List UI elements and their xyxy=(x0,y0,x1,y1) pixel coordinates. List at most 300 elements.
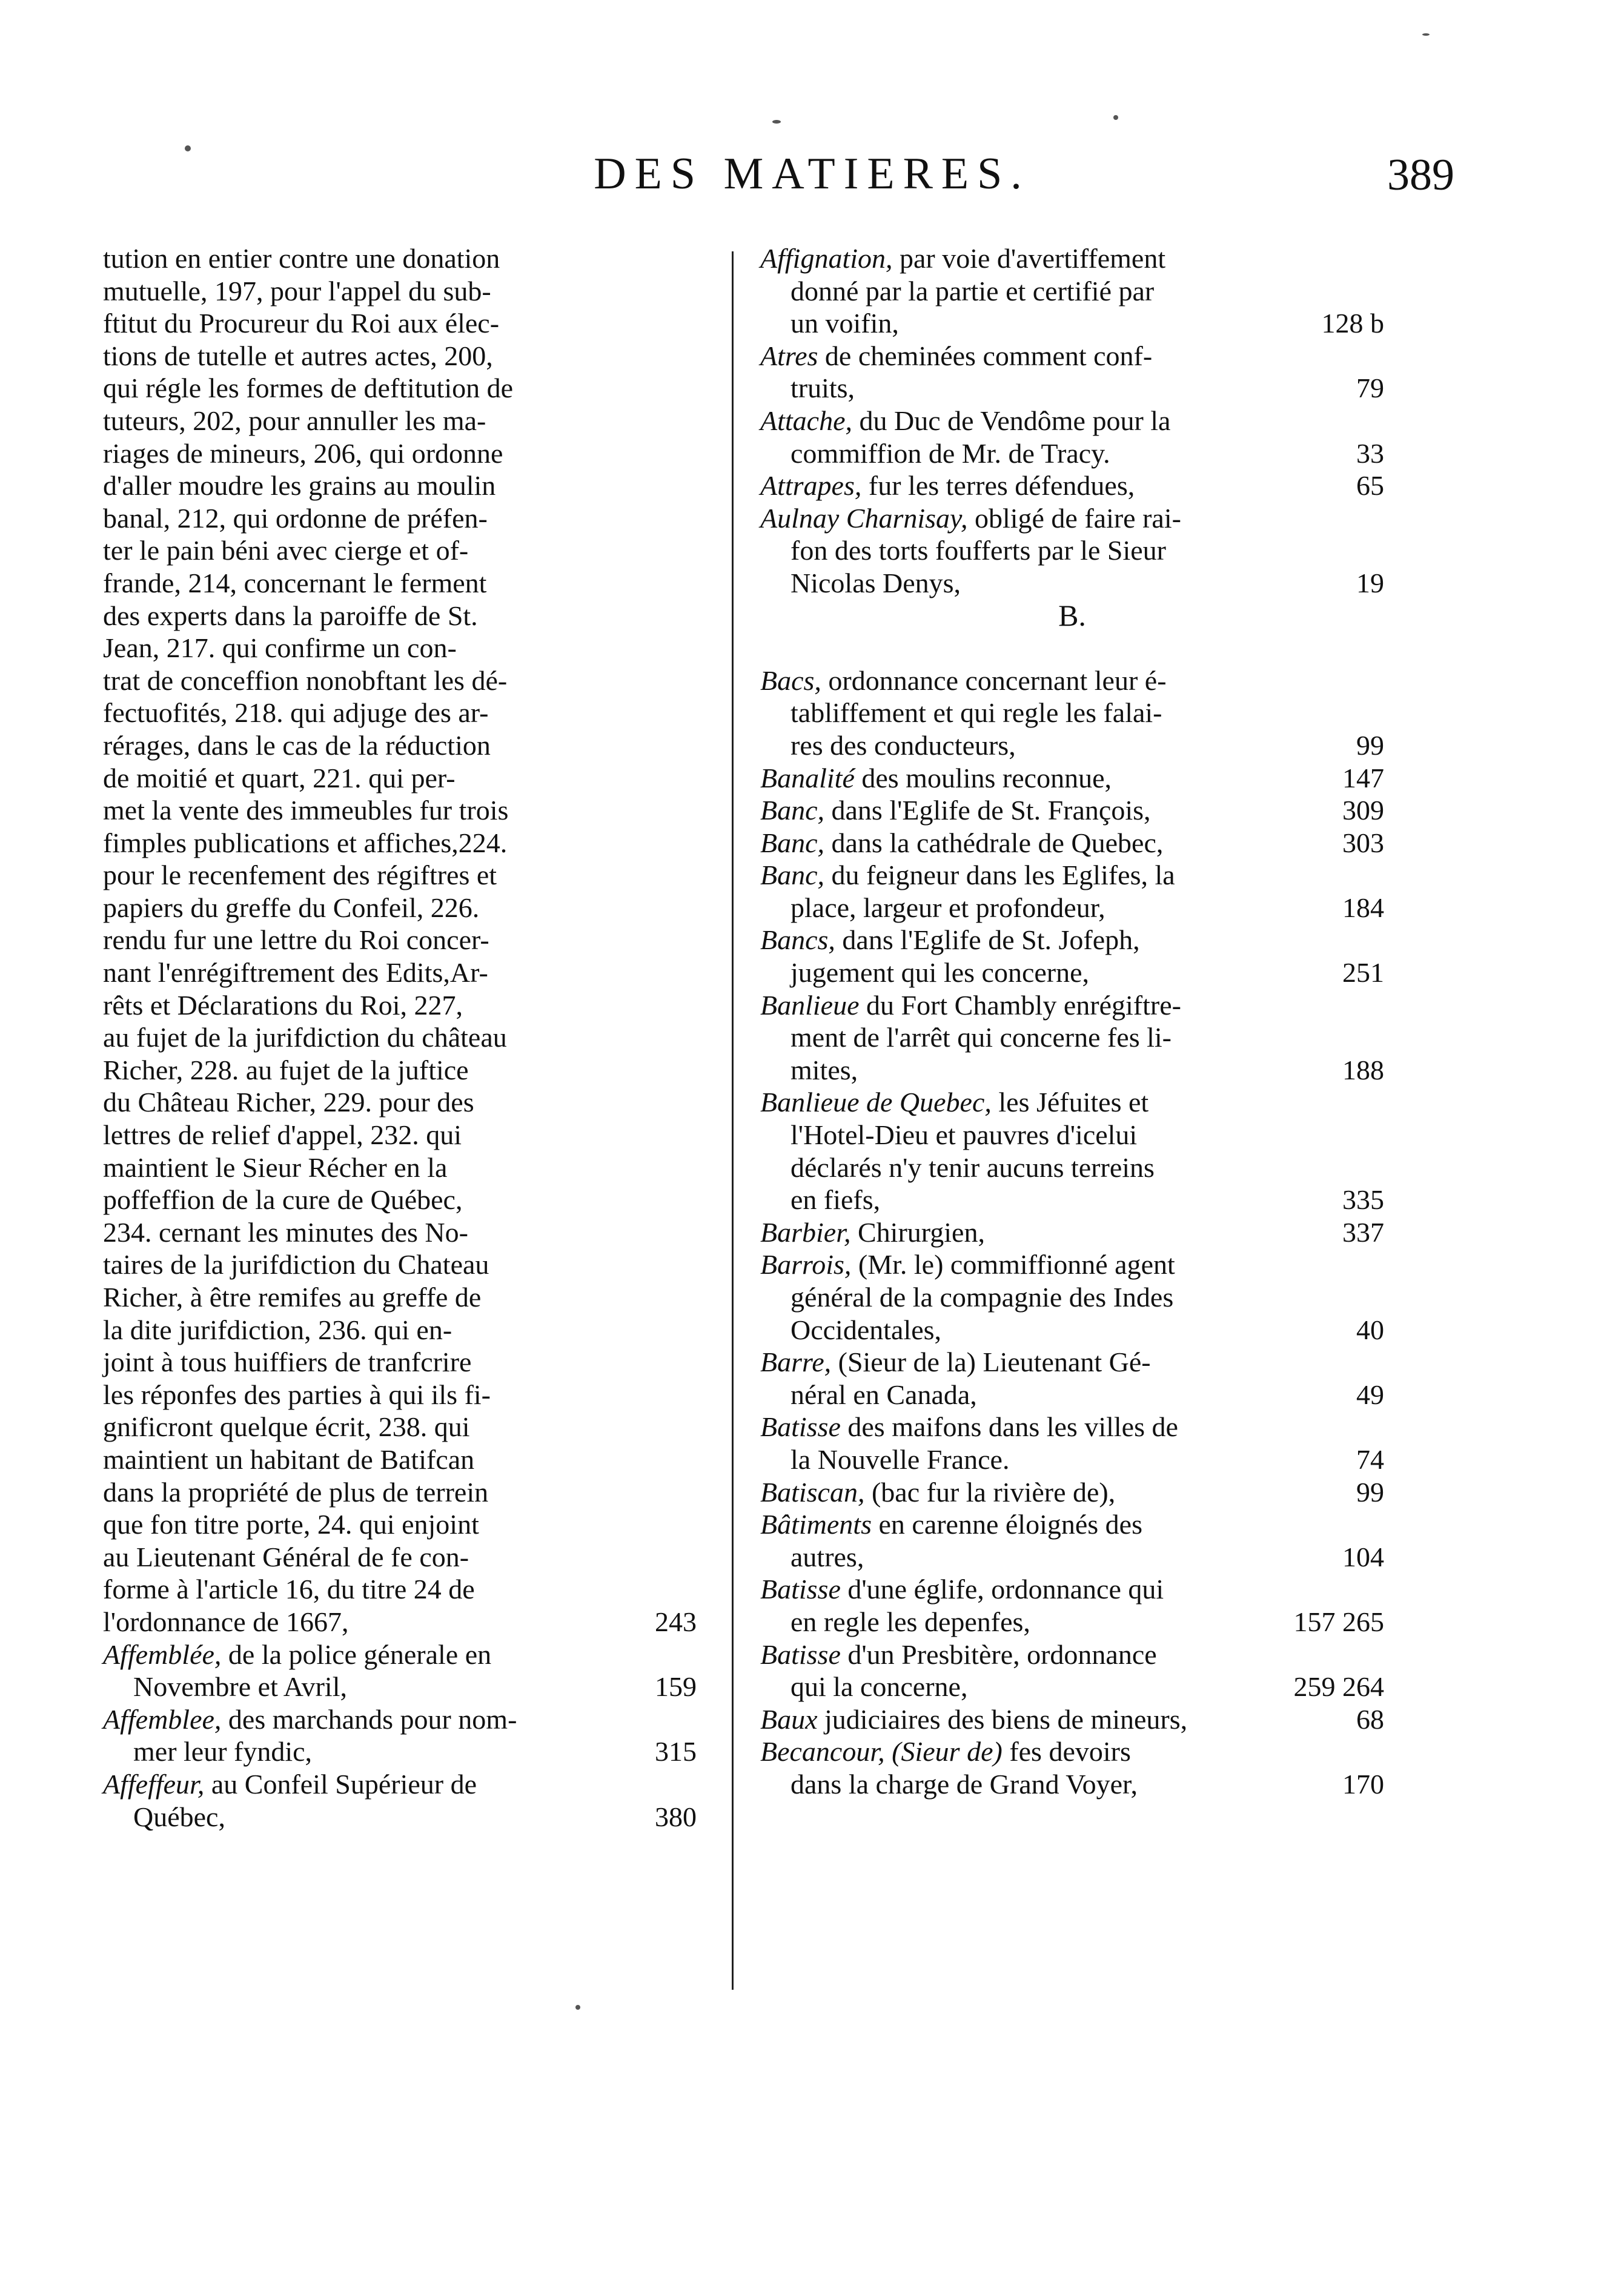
index-line xyxy=(760,242,1384,275)
index-line xyxy=(103,1281,697,1314)
index-line xyxy=(760,469,1384,502)
index-line xyxy=(760,1086,1384,1119)
entry-body: Jean, 217. qui confirme un con- xyxy=(103,632,457,664)
index-line xyxy=(760,827,1384,860)
entry-body: fimples publications et affiches,224. xyxy=(103,827,508,858)
entry-text xyxy=(760,1411,1178,1443)
index-line xyxy=(103,275,697,308)
entry-body: du feigneur dans les Eglifes, la xyxy=(824,860,1175,891)
entry-body: Occidentales, xyxy=(790,1314,942,1345)
entry-body: banal, 212, qui ordonne de préfen- xyxy=(103,502,488,534)
entry-body: judiciaires des biens de mineurs, xyxy=(817,1703,1188,1735)
entry-text xyxy=(103,1768,477,1801)
index-line xyxy=(760,1768,1384,1801)
entry-body: des moulins reconnue, xyxy=(854,762,1112,793)
entry-body: fes devoirs xyxy=(1002,1736,1131,1767)
index-line xyxy=(103,956,697,989)
entry-text xyxy=(103,1606,349,1638)
page-reference: 104 xyxy=(1342,1541,1384,1572)
entry-body: met la vente des immeubles fur trois xyxy=(103,795,509,826)
entry-body: fon des torts foufferts par le Sieur xyxy=(790,535,1166,566)
entry-keyword: Attache, xyxy=(760,405,852,436)
entry-text xyxy=(103,534,468,567)
page-reference: 188 xyxy=(1342,1054,1384,1085)
entry-body: tution en entier contre une donation xyxy=(103,243,500,274)
entry-text xyxy=(103,1443,474,1476)
index-line xyxy=(103,1476,697,1509)
page-reference: 380 xyxy=(655,1801,697,1832)
index-line xyxy=(760,729,1384,762)
entry-body: fectuofités, 218. qui adjuge des ar- xyxy=(103,697,489,729)
entry-body: mutuelle, 197, pour l'appel du sub- xyxy=(103,275,491,306)
entry-keyword: Becancour, (Sieur de) xyxy=(760,1736,1003,1767)
entry-body: des experts dans la paroiffe de St. xyxy=(103,600,478,631)
index-line xyxy=(103,892,697,924)
entry-body: (bac fur la rivière de), xyxy=(864,1476,1116,1508)
entry-keyword: Bacs, xyxy=(760,664,821,696)
index-line xyxy=(103,1346,697,1379)
index-line xyxy=(103,697,697,729)
index-line xyxy=(103,307,697,340)
entry-body: en fiefs, xyxy=(790,1184,881,1216)
entry-body: autres, xyxy=(790,1541,864,1572)
entry-text xyxy=(790,956,1089,989)
index-line xyxy=(103,1314,697,1346)
entry-body: donné par la partie et certifié par xyxy=(790,275,1155,306)
index-line xyxy=(103,1248,697,1281)
scan-speck xyxy=(772,120,781,124)
index-line xyxy=(760,1606,1384,1638)
entry-text xyxy=(760,989,1181,1022)
entry-text xyxy=(790,534,1166,567)
index-line xyxy=(103,1411,697,1443)
entry-text xyxy=(103,567,486,600)
entry-body: qui la concerne, xyxy=(790,1671,968,1703)
entry-body: la Nouvelle France. xyxy=(790,1443,1010,1475)
index-line xyxy=(760,956,1384,989)
entry-text xyxy=(103,1476,488,1509)
index-line xyxy=(760,502,1384,535)
entry-body: joint à tous huiffiers de tranfcrire xyxy=(103,1346,472,1378)
entry-body: d'un Presbitère, ordonnance xyxy=(840,1638,1157,1670)
index-line xyxy=(103,469,697,502)
page-reference: 309 xyxy=(1342,795,1384,826)
entry-text xyxy=(103,632,457,664)
entry-keyword: Batisse xyxy=(760,1411,841,1443)
index-line xyxy=(760,892,1384,924)
entry-text xyxy=(103,892,479,924)
index-line xyxy=(103,600,697,632)
entry-body: ftitut du Procureur du Roi aux élec- xyxy=(103,308,500,339)
entry-text xyxy=(790,567,961,600)
entry-text xyxy=(760,405,1170,437)
index-line xyxy=(760,1379,1384,1411)
letter-heading: B. xyxy=(1058,598,1086,632)
entry-text xyxy=(103,989,463,1022)
index-line xyxy=(103,1541,697,1574)
index-line xyxy=(760,1638,1384,1671)
index-line xyxy=(103,762,697,795)
entry-text xyxy=(103,1248,489,1281)
entry-body: dans l'Eglife de St. François, xyxy=(824,795,1151,826)
entry-text xyxy=(790,1021,1172,1054)
entry-text xyxy=(760,1508,1142,1541)
entry-text xyxy=(103,1086,474,1119)
entry-body: Richer, à être remifes au greffe de xyxy=(103,1282,482,1313)
page-reference: 159 xyxy=(655,1671,697,1703)
entry-keyword: Aulnay Charnisay, xyxy=(760,502,968,534)
entry-body: ordonnance concernant leur é- xyxy=(821,664,1167,696)
blank-line xyxy=(760,632,1384,664)
left-column xyxy=(103,242,697,1833)
entry-body: tabliffement et qui regle les falai- xyxy=(790,697,1162,729)
index-line xyxy=(103,632,697,664)
entry-body: maintient un habitant de Batifcan xyxy=(103,1443,475,1475)
entry-body: frande, 214, concernant le ferment xyxy=(103,567,487,598)
page-header xyxy=(0,148,1624,203)
entry-text xyxy=(103,437,503,470)
entry-body: que fon titre porte, 24. qui enjoint xyxy=(103,1509,479,1540)
index-line xyxy=(760,1248,1384,1281)
entry-keyword: Banlieue xyxy=(760,989,860,1021)
index-line xyxy=(103,859,697,892)
index-line xyxy=(103,1184,697,1216)
entry-keyword: Affemblée, xyxy=(103,1638,222,1670)
entry-body: des maifons dans les villes de xyxy=(840,1411,1178,1443)
entry-text xyxy=(103,1119,462,1151)
index-line xyxy=(760,1735,1384,1768)
entry-text xyxy=(103,1184,462,1216)
index-line xyxy=(103,1573,697,1606)
entry-body: l'ordonnance de 1667, xyxy=(103,1606,349,1637)
entry-text xyxy=(103,405,486,437)
index-line xyxy=(103,1801,697,1833)
entry-text xyxy=(790,1443,1009,1476)
entry-text xyxy=(790,1541,864,1574)
index-line xyxy=(760,1314,1384,1346)
index-line xyxy=(103,924,697,956)
entry-text xyxy=(790,1119,1137,1151)
entry-body: du Fort Chambly enrégiftre- xyxy=(859,989,1181,1021)
entry-keyword: Banalité xyxy=(760,762,855,793)
index-line xyxy=(760,405,1384,437)
entry-body: tuteurs, 202, pour annuller les ma- xyxy=(103,405,486,436)
entry-text xyxy=(790,729,1016,762)
entry-text xyxy=(133,1735,312,1768)
entry-body: d'une églife, ordonnance qui xyxy=(840,1574,1164,1605)
entry-text xyxy=(103,1508,479,1541)
entry-text xyxy=(760,1346,1151,1379)
entry-text xyxy=(103,600,478,632)
entry-keyword: Bancs, xyxy=(760,924,835,956)
entry-text xyxy=(760,762,1112,795)
page-reference: 335 xyxy=(1342,1184,1384,1216)
entry-text xyxy=(103,1703,517,1736)
entry-body: forme à l'article 16, du titre 24 de xyxy=(103,1574,475,1605)
entry-text xyxy=(103,1541,469,1574)
scan-speck xyxy=(575,2005,580,2010)
entry-keyword: Barbier, xyxy=(760,1216,851,1248)
entry-body: rendu fur une lettre du Roi concer- xyxy=(103,924,489,956)
index-line xyxy=(760,1021,1384,1054)
page-reference: 147 xyxy=(1342,762,1384,793)
entry-text xyxy=(103,1411,470,1443)
entry-text xyxy=(103,1281,481,1314)
index-line xyxy=(760,859,1384,892)
page-reference: 243 xyxy=(655,1606,697,1637)
entry-body: au Lieutenant Général de fe con- xyxy=(103,1541,469,1572)
index-line xyxy=(760,340,1384,373)
index-line xyxy=(103,534,697,567)
index-line xyxy=(760,275,1384,308)
entry-body: lettres de relief d'appel, 232. qui xyxy=(103,1119,462,1151)
page-reference: 303 xyxy=(1342,827,1384,858)
index-line xyxy=(760,372,1384,405)
entry-keyword: Atres xyxy=(760,340,818,371)
index-line xyxy=(103,405,697,437)
entry-keyword: Affeffeur, xyxy=(103,1768,205,1800)
entry-text xyxy=(133,1671,347,1703)
page-reference: 19 xyxy=(1356,567,1384,598)
entry-text xyxy=(790,1054,858,1087)
index-line xyxy=(103,1671,697,1703)
index-line xyxy=(760,1184,1384,1216)
index-line xyxy=(103,794,697,827)
entry-text xyxy=(133,1801,225,1833)
entry-text xyxy=(760,1086,1148,1119)
entry-body: maintient le Sieur Récher en la xyxy=(103,1151,448,1183)
entry-body: au fujet de la jurifdiction du château xyxy=(103,1022,507,1053)
index-line xyxy=(103,242,697,275)
scan-speck xyxy=(1422,33,1430,36)
entry-body: les réponfes des parties à qui ils fi- xyxy=(103,1379,491,1410)
entry-body: dans la charge de Grand Voyer, xyxy=(790,1768,1138,1800)
entry-text xyxy=(790,1281,1173,1314)
entry-body: des marchands pour nom- xyxy=(221,1703,517,1735)
entry-text xyxy=(790,307,899,340)
entry-body: (Mr. le) commiffionné agent xyxy=(851,1249,1175,1280)
entry-body: dans l'Eglife de St. Jofeph, xyxy=(835,924,1140,956)
index-line xyxy=(760,762,1384,795)
page-reference: 259 264 xyxy=(1293,1671,1384,1703)
index-line xyxy=(760,1573,1384,1606)
entry-keyword: Affignation, xyxy=(760,243,893,274)
index-line xyxy=(103,1508,697,1541)
entry-body: néral en Canada, xyxy=(790,1379,977,1410)
page-reference: 99 xyxy=(1356,729,1384,761)
index-line xyxy=(103,372,697,405)
entry-body: dans la cathédrale de Quebec, xyxy=(824,827,1164,858)
entry-keyword: Batiscan, xyxy=(760,1476,865,1508)
entry-text xyxy=(103,242,500,275)
index-line xyxy=(103,1443,697,1476)
index-line xyxy=(760,989,1384,1022)
index-line xyxy=(103,664,697,697)
entry-body: de moitié et quart, 221. qui per- xyxy=(103,762,456,793)
index-line xyxy=(760,664,1384,697)
entry-body: jugement qui les concerne, xyxy=(790,957,1090,989)
entry-body: fur les terres défendues, xyxy=(861,470,1135,502)
entry-body: du Château Richer, 229. pour des xyxy=(103,1087,474,1118)
index-line xyxy=(760,1443,1384,1476)
page-reference: 184 xyxy=(1342,892,1384,923)
entry-text xyxy=(790,1184,880,1216)
index-line xyxy=(103,1119,697,1151)
entry-body: les Jéfuites et xyxy=(991,1087,1149,1118)
entry-body: Chirurgien, xyxy=(850,1216,985,1248)
index-line xyxy=(103,1703,697,1736)
entry-keyword: Banc, xyxy=(760,827,825,858)
entry-text xyxy=(760,1573,1164,1606)
index-line xyxy=(103,340,697,373)
entry-keyword: Baux xyxy=(760,1703,818,1735)
index-line xyxy=(103,1086,697,1119)
entry-body: dans la propriété de plus de terrein xyxy=(103,1476,489,1508)
entry-keyword: Affemblee, xyxy=(103,1703,222,1735)
index-line xyxy=(103,827,697,860)
entry-text xyxy=(103,275,491,308)
entry-text xyxy=(103,956,488,989)
page-reference: 99 xyxy=(1356,1476,1384,1508)
entry-text xyxy=(790,1379,977,1411)
column-divider xyxy=(732,251,734,1990)
entry-keyword: Barrois, xyxy=(760,1249,852,1280)
entry-keyword: Attrapes, xyxy=(760,470,862,502)
index-line xyxy=(760,1346,1384,1379)
entry-text xyxy=(760,924,1140,956)
entry-body: trat de conceffion nonobftant les dé- xyxy=(103,664,508,696)
entry-text xyxy=(103,1346,471,1379)
entry-body: taires de la jurifdiction du Chateau xyxy=(103,1249,489,1280)
index-line xyxy=(103,1216,697,1249)
entry-text xyxy=(103,1573,475,1606)
index-line xyxy=(760,437,1384,470)
index-line xyxy=(103,1606,697,1638)
entry-body: de la police génerale en xyxy=(221,1638,492,1670)
entry-text xyxy=(103,1314,452,1346)
entry-text xyxy=(103,664,507,697)
entry-body: qui régle les formes de deftitution de xyxy=(103,373,514,404)
entry-body: nant l'enrégiftrement des Edits,Ar- xyxy=(103,957,488,989)
entry-text xyxy=(103,1379,491,1411)
index-line xyxy=(103,1379,697,1411)
entry-text xyxy=(760,502,1181,535)
entry-text xyxy=(790,437,1110,470)
entry-text xyxy=(103,307,499,340)
entry-body: mer leur fyndic, xyxy=(133,1736,313,1767)
page-reference: 157 265 xyxy=(1293,1606,1384,1637)
index-line xyxy=(760,1476,1384,1509)
page-reference: 65 xyxy=(1356,470,1384,502)
index-line xyxy=(103,567,697,600)
entry-keyword: Banlieue de Quebec, xyxy=(760,1087,992,1118)
running-title: DES MATIERES. xyxy=(594,149,1030,199)
scan-speck xyxy=(1113,115,1118,120)
entry-text xyxy=(103,697,488,729)
scan-speck xyxy=(185,145,191,151)
index-line xyxy=(103,1638,697,1671)
entry-body: en carenne éloignés des xyxy=(871,1509,1143,1540)
entry-text xyxy=(103,502,488,535)
entry-text xyxy=(760,1703,1187,1736)
entry-body: ment de l'arrêt qui concerne fes li- xyxy=(790,1022,1172,1053)
entry-text xyxy=(790,1768,1138,1801)
page-reference: 40 xyxy=(1356,1314,1384,1345)
entry-text xyxy=(790,1151,1155,1184)
index-line xyxy=(103,989,697,1022)
page-reference: 337 xyxy=(1342,1216,1384,1248)
entry-text xyxy=(103,859,497,892)
entry-text xyxy=(103,1216,468,1249)
entry-text xyxy=(760,469,1135,502)
entry-body: de cheminées comment conf- xyxy=(818,340,1153,371)
index-line xyxy=(103,1768,697,1801)
page-number: 389 xyxy=(1387,150,1454,200)
entry-body: riages de mineurs, 206, qui ordonne xyxy=(103,437,503,469)
entry-body: d'aller moudre les grains au moulin xyxy=(103,470,496,502)
entry-keyword: Banc, xyxy=(760,795,825,826)
entry-body: gnificront quelque écrit, 238. qui xyxy=(103,1411,470,1443)
entry-body: la dite jurifdiction, 236. qui en- xyxy=(103,1314,452,1345)
entry-text xyxy=(760,859,1175,892)
entry-text xyxy=(790,275,1154,308)
entry-body: poffeffion de la cure de Québec, xyxy=(103,1184,463,1216)
index-line xyxy=(103,502,697,535)
index-line xyxy=(760,924,1384,956)
entry-text xyxy=(103,729,491,762)
entry-text xyxy=(103,1151,447,1184)
entry-text xyxy=(790,1314,941,1346)
entry-body: rérages, dans le cas de la réduction xyxy=(103,729,491,761)
entry-body: ter le pain béni avec cierge et of- xyxy=(103,535,469,566)
entry-body: 234. cernant les minutes des No- xyxy=(103,1216,468,1248)
entry-keyword: Barre, xyxy=(760,1346,832,1378)
entry-keyword: Batisse xyxy=(760,1638,841,1670)
entry-keyword: Bâtiments xyxy=(760,1509,872,1540)
index-line xyxy=(760,1119,1384,1151)
index-line xyxy=(760,794,1384,827)
entry-body: tions de tutelle et autres actes, 200, xyxy=(103,340,493,371)
entry-body: commiffion de Mr. de Tracy. xyxy=(790,437,1110,469)
entry-text xyxy=(760,1476,1115,1509)
index-line xyxy=(760,1541,1384,1574)
right-column xyxy=(760,242,1384,1801)
entry-text xyxy=(760,827,1163,860)
entry-body: Nicolas Denys, xyxy=(790,567,961,598)
index-line xyxy=(760,1411,1384,1443)
entry-text xyxy=(760,1735,1131,1768)
entry-body: par voie d'avertiffement xyxy=(892,243,1166,274)
page-reference: 170 xyxy=(1342,1768,1384,1800)
index-line xyxy=(103,1054,697,1087)
index-line xyxy=(760,1508,1384,1541)
entry-text xyxy=(790,1671,967,1703)
entry-body: mites, xyxy=(790,1054,858,1085)
entry-text xyxy=(790,372,855,405)
entry-text xyxy=(760,1638,1157,1671)
index-line xyxy=(760,697,1384,729)
entry-keyword: Banc, xyxy=(760,860,825,891)
entry-body: place, largeur et profondeur, xyxy=(790,892,1105,923)
entry-body: l'Hotel-Dieu et pauvres d'icelui xyxy=(790,1119,1138,1151)
entry-body: rêts et Déclarations du Roi, 227, xyxy=(103,989,463,1021)
entry-text xyxy=(103,1021,507,1054)
index-line xyxy=(760,1671,1384,1703)
entry-text xyxy=(760,664,1167,697)
page-reference: 79 xyxy=(1356,373,1384,404)
page-reference: 128 b xyxy=(1321,308,1384,339)
page-reference: 49 xyxy=(1356,1379,1384,1410)
